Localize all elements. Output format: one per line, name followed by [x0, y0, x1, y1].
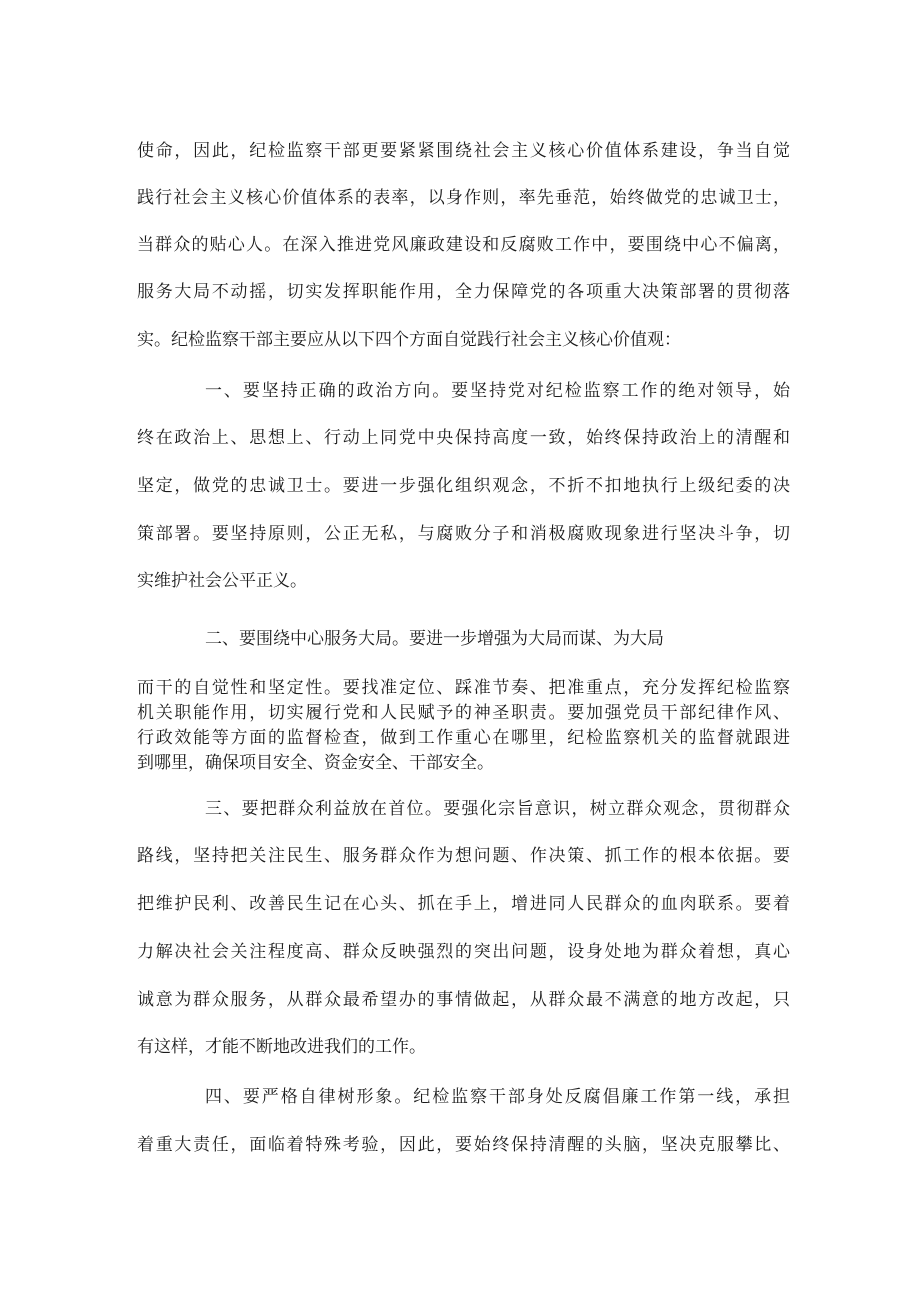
- text-line: 终在政治上、思想上、行动上同党中央保持高度一致，始终保持政治上的清醒和: [137, 428, 790, 448]
- text-line: 行政效能等方面的监督检查，做到工作重心在哪里，纪检监察机关的监督就跟进: [137, 728, 790, 748]
- text-line: 力解决社会关注程度高、群众反映强烈的突出问题，设身处地为群众着想，真心: [137, 942, 790, 962]
- text-line: 而干的自觉性和坚定性。要找准定位、踩准节奏、把准重点，充分发挥纪检监察: [137, 678, 790, 698]
- text-line: 机关职能作用，切实履行党和人民赋予的神圣职责。要加强党员干部纪律作风、: [137, 703, 790, 723]
- text-line: 实维护社会公平正义。: [137, 571, 307, 591]
- text-line: 践行社会主义核心价值体系的表率，以身作则，率先垂范，始终做党的忠诚卫士，: [137, 188, 790, 208]
- text-line: 到哪里，确保项目安全、资金安全、干部安全。: [137, 753, 494, 773]
- text-line: 路线，坚持把关注民生、服务群众作为想问题、作决策、抓工作的根本依据。要: [137, 846, 790, 866]
- text-line: 当群众的贴心人。在深入推进党风廉政建设和反腐败工作中，要围绕中心不偏离，: [137, 235, 790, 255]
- text-line: 有这样，才能不断地改进我们的工作。: [137, 1037, 426, 1057]
- text-line: 把维护民利、改善民生记在心头、抓在手上，增进同人民群众的血肉联系。要着: [137, 894, 790, 914]
- text-line: 实。纪检监察干部主要应从以下四个方面自觉践行社会主义核心价值观：: [137, 330, 681, 350]
- text-line: 服务大局不动摇，切实发挥职能作用，全力保障党的各项重大决策部署的贯彻落: [137, 282, 790, 302]
- section-heading-line: 一、要坚持正确的政治方向。要坚持党对纪检监察工作的绝对领导，始: [205, 381, 790, 401]
- text-line: 坚定，做党的忠诚卫士。要进一步强化组织观念，不折不扣地执行上级纪委的决: [137, 476, 790, 496]
- text-line: 着重大责任，面临着特殊考验，因此，要始终保持清醒的头脑，坚决克服攀比、: [137, 1135, 790, 1155]
- text-line: 使命，因此，纪检监察干部更要紧紧围绕社会主义核心价值体系建设，争当自觉: [137, 141, 790, 161]
- section-heading-line: 四、要严格自律树形象。纪检监察干部身处反腐倡廉工作第一线，承担: [205, 1087, 790, 1107]
- text-line: 策部署。要坚持原则，公正无私，与腐败分子和消极腐败现象进行坚决斗争，切: [137, 524, 790, 544]
- section-heading-line: 二、要围绕中心服务大局。要进一步增强为大局而谋、为大局: [205, 629, 664, 649]
- section-heading-line: 三、要把群众利益放在首位。要强化宗旨意识，树立群众观念，贯彻群众: [205, 799, 790, 819]
- text-line: 诚意为群众服务，从群众最希望办的事情做起，从群众最不满意的地方改起，只: [137, 990, 790, 1010]
